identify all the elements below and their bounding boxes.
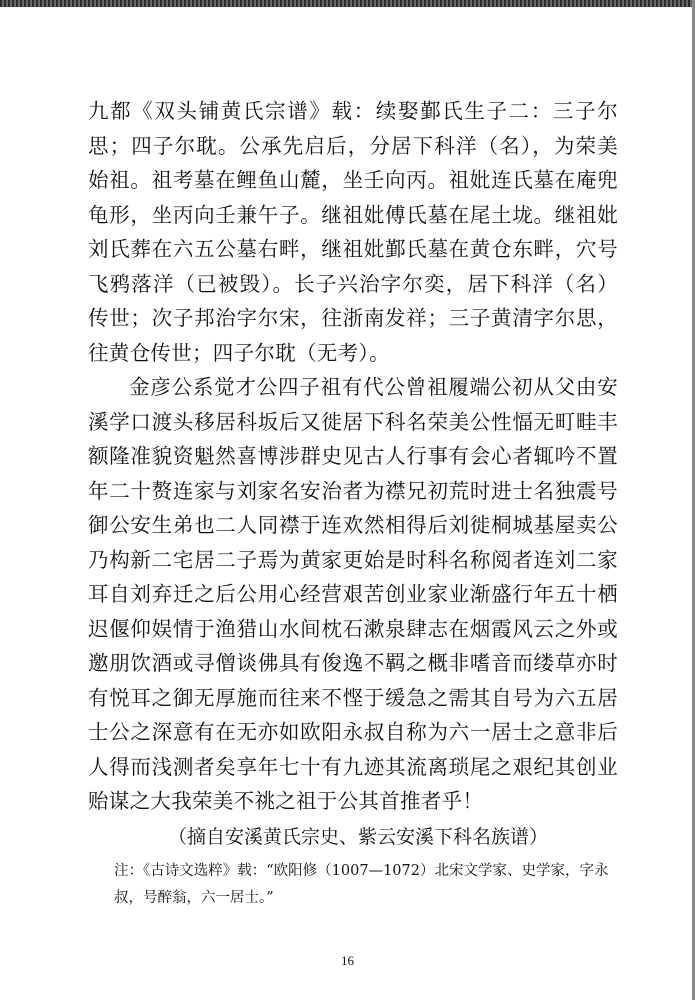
page-number: 16 <box>341 953 354 968</box>
paragraph-biography: 金彦公系觉才公四子祖有代公曾祖履端公初从父由安溪学口渡头移居科坂后又徙居下科名荣美公性愊无町畦丰额隆准貌资魁然喜博涉群史见古人行事有会心者辄吟不置年二十赘连家与刘家名安治者为襟兄初荒时进士名独震号御公安生弟也二人同襟于连欢然相得后刘徙桐城基屋卖公乃构新二宅居二子焉为黄家更始是时科名称阅者连刘二家耳自刘弃迁之后公用心经营艰苦创业家业渐盛行年五十栖迟偃仰娱情于渔猎山水间枕石漱泉肆志在烟霞风云之外或邀朋饮酒或寻僧谈佛具有俊逸不羁之概非嗜音而缕草亦时有悦耳之御无厚施而往来不悭于缓急之需其自号为六五居士公之深意有在无亦如欧阳永叔自称为六一居士之意非后人得而浅测者矣享年七十有九迹其流离琐尾之艰纪其创业贻谋之大我荣美不祧之祖于公其首推者乎！ <box>88 375 618 813</box>
scan-border-top <box>0 0 695 7</box>
paragraph-genealogy-record: 九都《双头铺黄氏宗谱》载：续娶鄞氏生子二：三子尔思；四子尔耽。公承先启后，分居下科洋（名），为荣美始祖。祖考墓在鲤鱼山麓，坐壬向丙。祖妣连氏墓在庵兜龟形，坐丙向壬兼午子。继祖妣傅氏墓在尾土垅。继祖妣刘氏葬在六五公墓右畔，继祖妣鄞氏墓在黄仓东畔，穴号飞鸦落洋（已被毁）。长子兴治字尔奕，居下科洋（名）传世；次子邦治字尔宋，往浙南发祥；三子黄清字尔思，往黄仓传世；四子尔耽（无考）。 <box>88 99 618 365</box>
source-citation: （摘自安溪黄氏宗史、紫云安溪下科名族谱） <box>167 825 548 848</box>
page-body <box>88 94 618 912</box>
footnote: 注：《古诗文选粹》载：“欧阳修（1007—1072）北宋文学家、史学家，字永叔，号醉翁，六一居士。” <box>114 862 609 906</box>
